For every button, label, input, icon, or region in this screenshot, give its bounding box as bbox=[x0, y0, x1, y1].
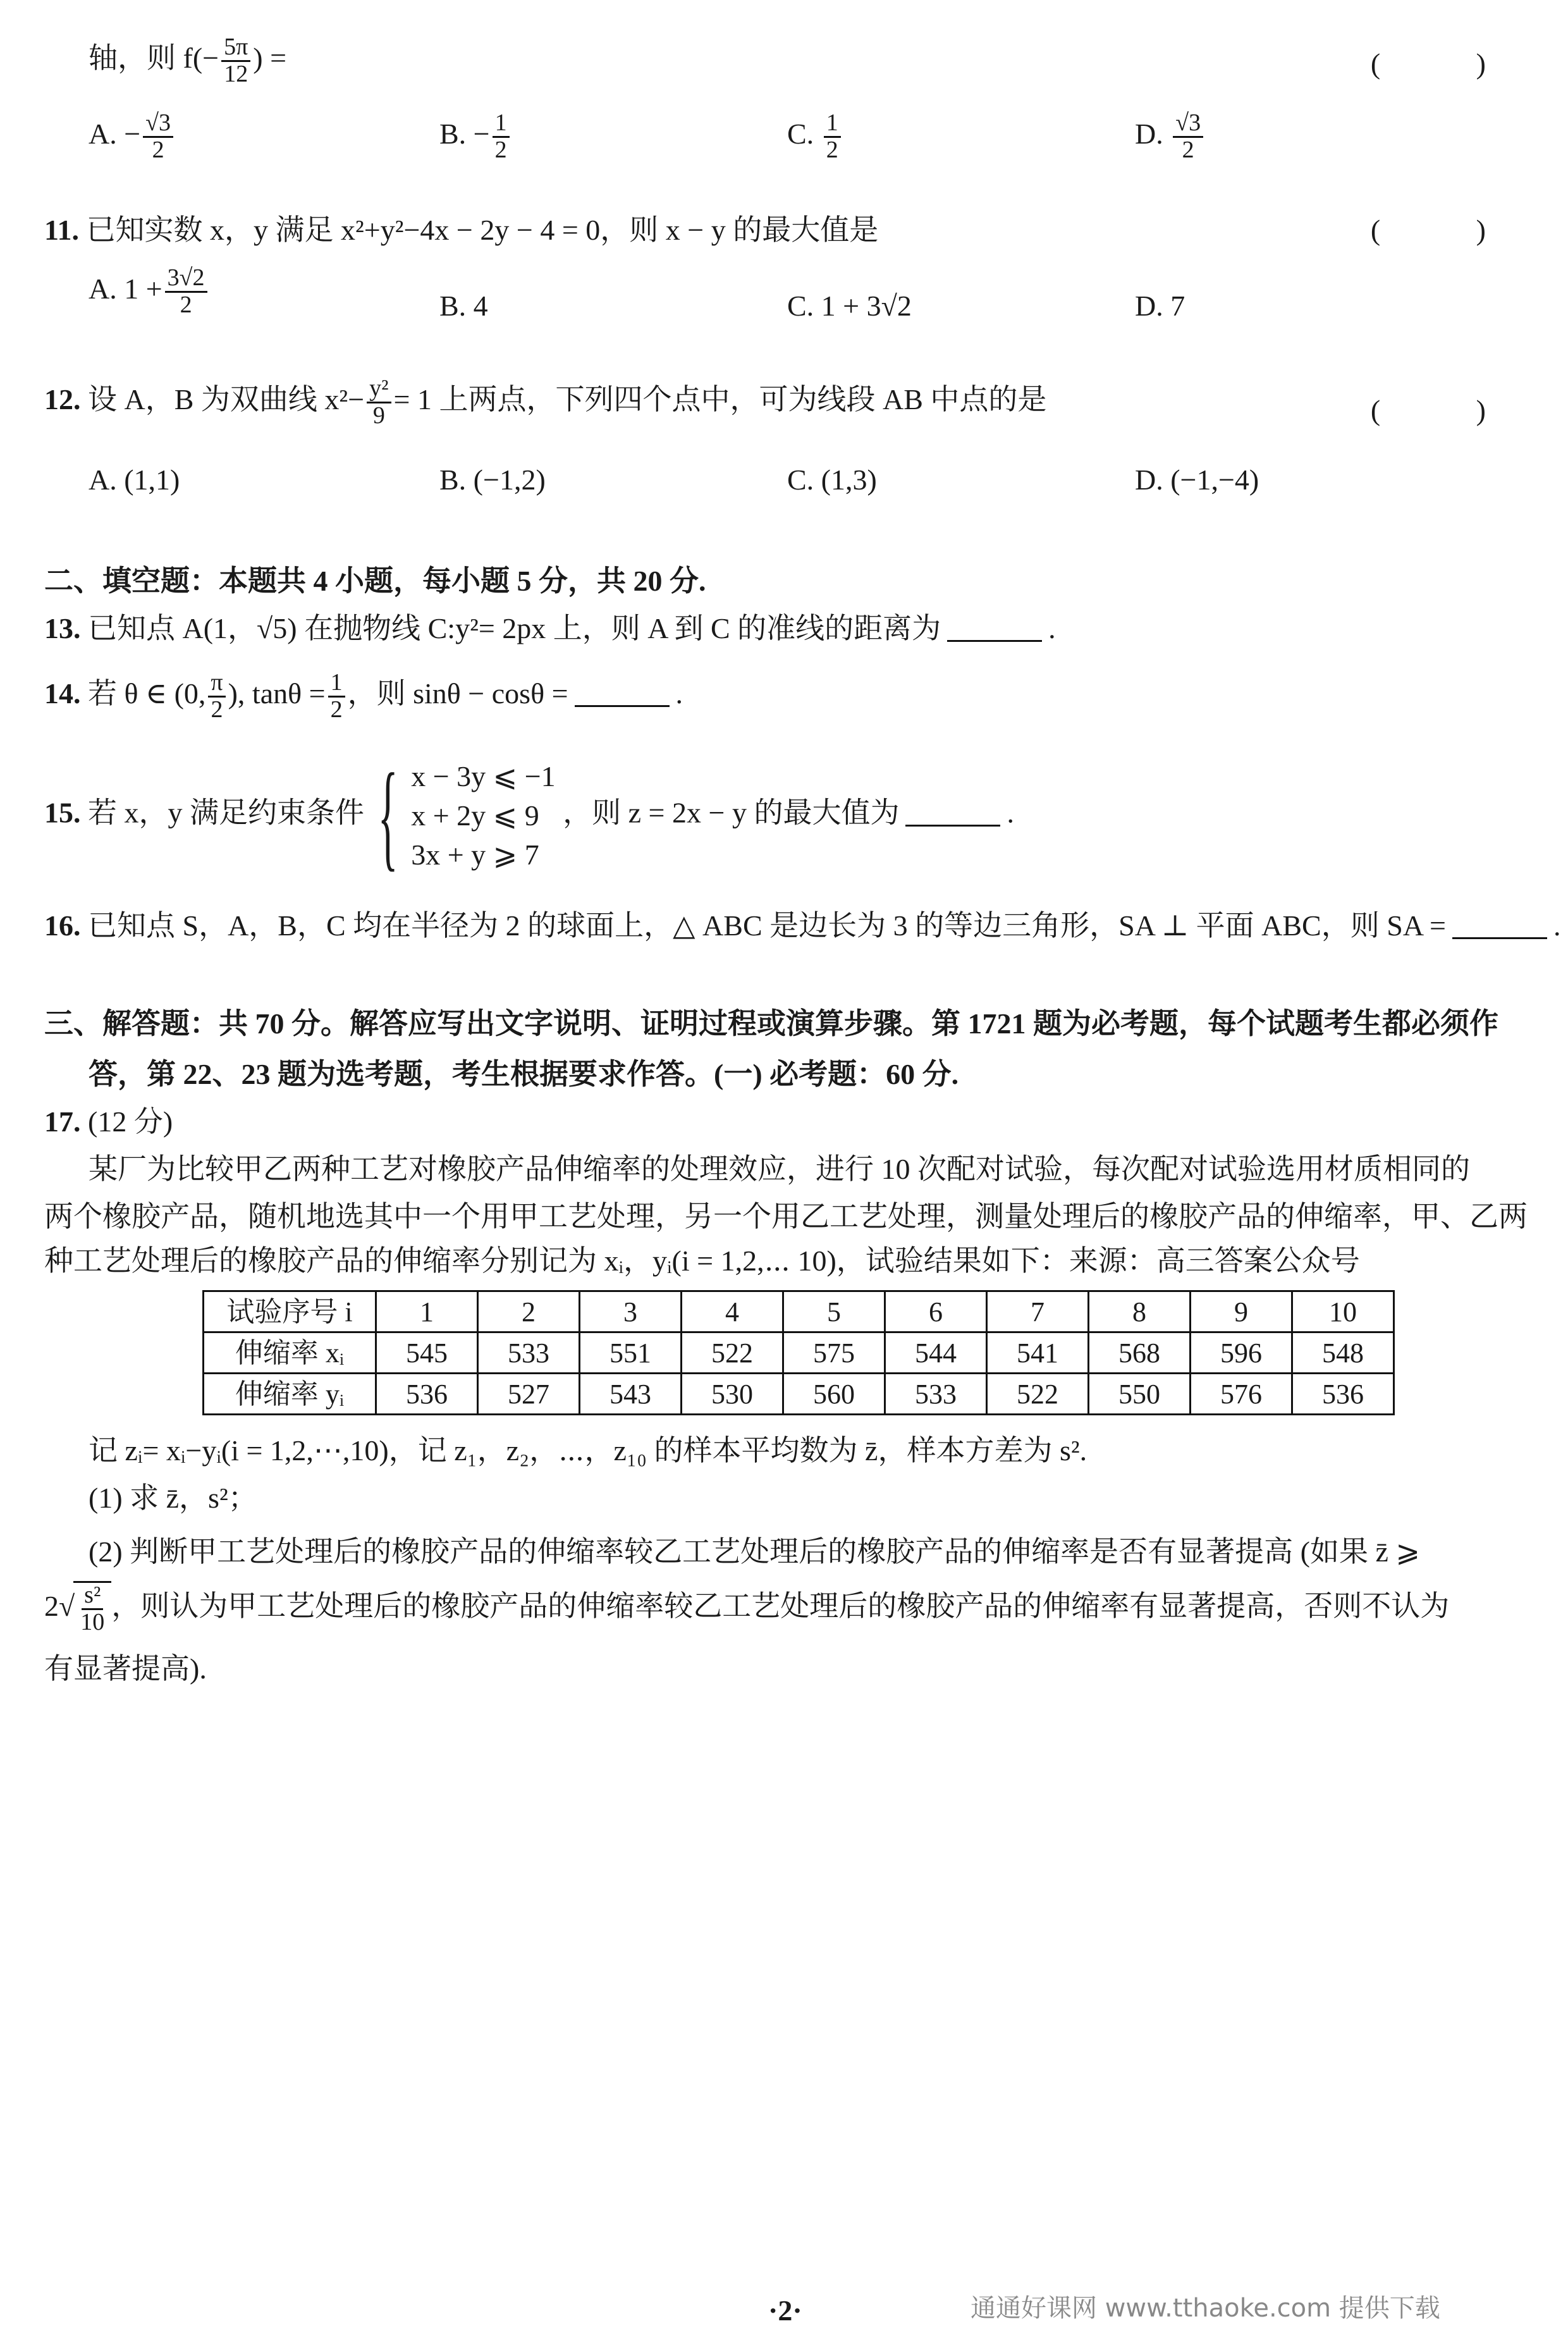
q11-option-b: B. 4 bbox=[439, 290, 488, 322]
q11-option-d: D. 7 bbox=[1135, 290, 1185, 322]
table-row: 伸缩率 xᵢ 545 533 551 522 575 544 541 568 596 548 bbox=[204, 1332, 1394, 1374]
q17-title: 17. (12 分) bbox=[44, 1105, 173, 1138]
q12-option-b: B. (−1,2) bbox=[439, 464, 546, 496]
page-number: ·2· bbox=[768, 2294, 802, 2327]
q12-option-d: D. (−1,−4) bbox=[1135, 464, 1259, 496]
q14-stem: 14. 若 θ ∈ (0, $\frac{\pi}{2}$ ), tanθ = $\frac{1}{2}$ ，则 sinθ − cosθ = . bbox=[44, 669, 683, 723]
q13-stem: 13. 已知点 A(1，√5) 在抛物线 C:y²= 2px 上，则 A 到 C 的准线的距离为 . bbox=[44, 612, 1056, 644]
table-row: 试验序号 i 1 2 3 4 5 6 7 8 9 10 bbox=[204, 1291, 1394, 1332]
q12-answer-bracket: ( ) bbox=[1370, 394, 1530, 426]
q13-answer-blank[interactable] bbox=[947, 615, 1042, 642]
q17-part-2: (2) 判断甲工艺处理后的橡胶产品的伸缩率较乙工艺处理后的橡胶产品的伸缩率是否有显著提高 (如果 z̄ ⩾ bbox=[89, 1535, 1420, 1568]
section-3-heading-line2: 答，第 22、23 题为选考题，考生根据要求作答。(一) 必考题：60 分. bbox=[89, 1058, 959, 1090]
table-row: 伸缩率 yᵢ 536 527 543 530 560 533 522 550 576 536 bbox=[204, 1374, 1394, 1415]
q11-stem: 11. 已知实数 x，y 满足 x²+y²−4x − 2y − 4 = 0，则 x − y 的最大值是 bbox=[44, 214, 879, 246]
q17-paragraph-2: 两个橡胶产品，随机地选其中一个用甲工艺处理，另一个用乙工艺处理，测量处理后的橡胶产品的伸缩率，甲、乙两 bbox=[44, 1200, 1528, 1233]
q10-answer-bracket: ( ) bbox=[1370, 47, 1530, 80]
sqrt-symbol: √ bbox=[59, 1589, 75, 1622]
q14-answer-blank[interactable] bbox=[575, 680, 670, 707]
q15-stem: 15. 若 x，y 满足约束条件 { x − 3y ⩽ −1 x + 2y ⩽ 9 3x + y ⩾ 7 ，则 z = 2x − y 的最大值为 . bbox=[44, 749, 1014, 882]
q10-option-c: C. $\frac{1}{2}$ bbox=[787, 111, 843, 163]
q12-option-c: C. (1,3) bbox=[787, 464, 877, 496]
q15-answer-blank[interactable] bbox=[905, 799, 1000, 827]
q16-stem: 16. 已知点 S，A，B，C 均在半径为 2 的球面上，△ ABC 是边长为 3 的等边三角形，SA ⊥ 平面 ABC，则 SA = . bbox=[44, 909, 1561, 942]
q15-constraints: x − 3y ⩽ −1 x + 2y ⩽ 9 3x + y ⩾ 7 bbox=[411, 760, 556, 871]
q17-paragraph-3: 种工艺处理后的橡胶产品的伸缩率分别记为 xᵢ，yᵢ(i = 1,2,⋯ 10)，试验结果如下：来源：高三答案公众号 bbox=[44, 1245, 1360, 1277]
section-2-heading: 二、填空题：本题共 4 小题，每小题 5 分，共 20 分. bbox=[44, 565, 706, 597]
q11-answer-bracket: ( ) bbox=[1370, 214, 1530, 246]
watermark-text: 通通好课网 www.tthaoke.com 提供下载 bbox=[971, 2294, 1440, 2323]
section-3-heading: 三、解答题：共 70 分。解答应写出文字说明、证明过程或演算步骤。第 1721 题为必考题，每个试题考生都必须作 bbox=[44, 1007, 1498, 1040]
q17-part-2-condition: 2√ $\frac{\text{s²}}{10}$ ，则认为甲工艺处理后的橡胶产品的伸缩率较乙工艺处理后的橡胶产品的伸缩率有显著提高，否则不认为 bbox=[44, 1582, 1450, 1635]
q12-stem: 12. 设 A，B 为双曲线 x²− $\frac{\text{y²}}{9}$ = 1 上两点，下列四个点中，可为线段 AB 中点的是 bbox=[44, 375, 1047, 429]
q17-data-table bbox=[202, 1290, 1395, 1415]
q11-number: 11. bbox=[44, 214, 79, 246]
q10-option-b: B. − $\frac{1}{2}$ bbox=[439, 111, 512, 163]
q11-option-a: A. 1 + $\frac{3√2}{2}$ bbox=[89, 266, 210, 318]
q17-part-1: (1) 求 z̄，s²； bbox=[89, 1482, 257, 1514]
brace-symbol: { bbox=[377, 749, 398, 882]
q11-option-c: C. 1 + 3√2 bbox=[787, 290, 912, 322]
q10-option-a: A. − $\frac{√3}{2}$ bbox=[89, 111, 176, 163]
q16-answer-blank[interactable] bbox=[1452, 912, 1547, 939]
q12-number: 12. bbox=[44, 383, 81, 415]
q12-option-a: A. (1,1) bbox=[89, 464, 180, 496]
q10-stem: 轴，则 f(− $\frac{5\pi}{12}$ ) = bbox=[89, 34, 287, 87]
q17-part-2-end: 有显著提高). bbox=[44, 1652, 207, 1685]
q17-paragraph-1: 某厂为比较甲乙两种工艺对橡胶产品伸缩率的处理效应，进行 10 次配对试验，每次配对试验选用材质相同的 bbox=[89, 1153, 1470, 1185]
q10-option-d: D. $\frac{√3}{2}$ bbox=[1135, 111, 1206, 163]
q17-paragraph-4: 记 zᵢ= xᵢ−yᵢ(i = 1,2,⋯,10)，记 z₁，z₂，⋯，z₁₀ 的样本平均数为 z̄，样本方差为 s². bbox=[89, 1434, 1087, 1467]
